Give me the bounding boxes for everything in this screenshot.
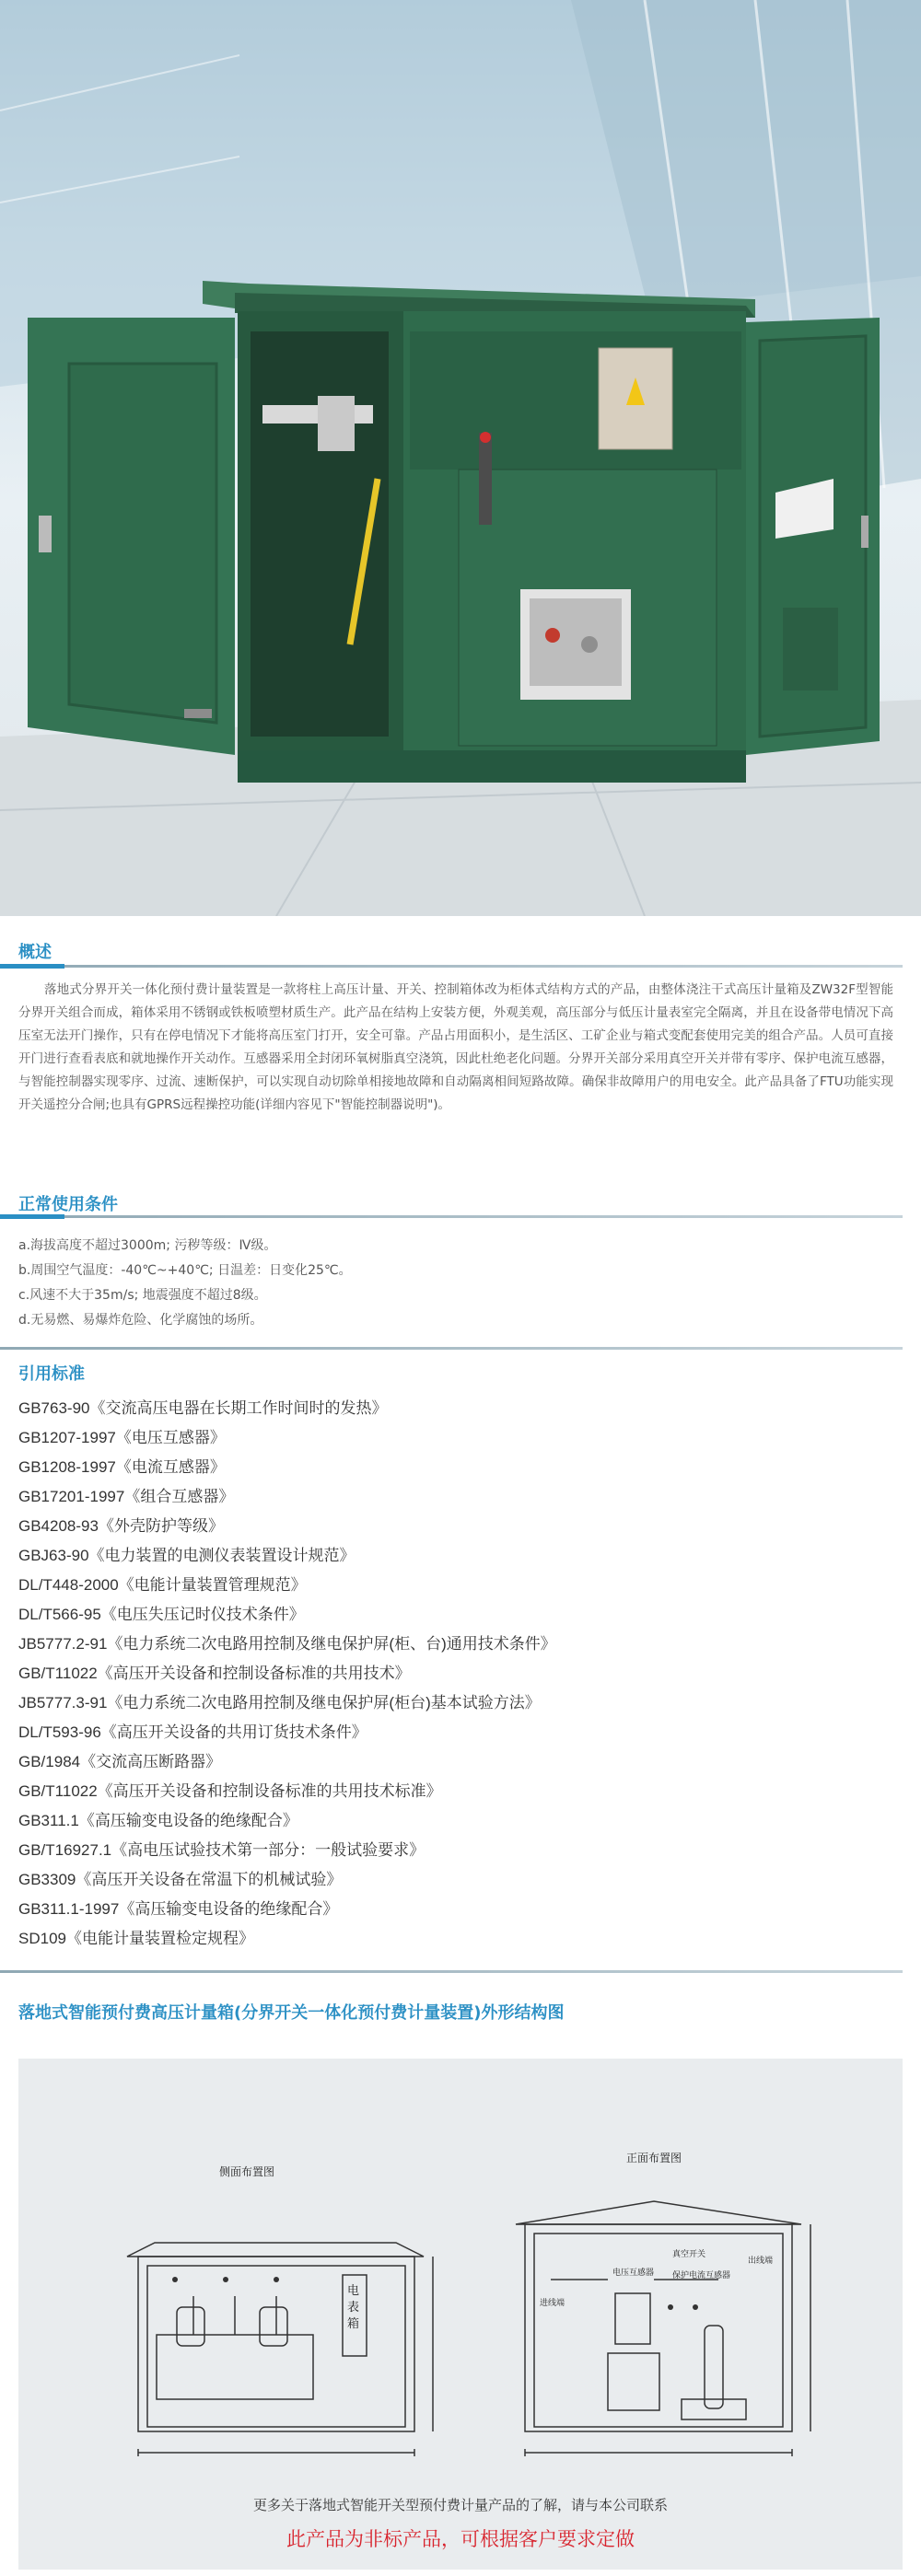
- standard-item: GB1207-1997《电压互感器》: [18, 1429, 226, 1446]
- standards-rule-bottom: [0, 1970, 903, 1973]
- standard-item: GB/T11022《高压开关设备和控制设备标准的共用技术》: [18, 1665, 411, 1682]
- standard-item: JB5777.3-91《电力系统二次电路用控制及继电保护屏(柜台)基本试验方法》: [18, 1694, 541, 1712]
- custom-note: 此产品为非标产品，可根据客户要求定做: [286, 2528, 635, 2550]
- diagram-tag: 保护电流互感器: [672, 2271, 731, 2280]
- diagram-tag: 真空开关: [672, 2250, 706, 2259]
- standard-item: DL/T593-96《高压开关设备的共用订货技术条件》: [18, 1723, 367, 1741]
- standard-item: GB311.1《高压输变电设备的绝缘配合》: [18, 1812, 298, 1829]
- overview-title: 概述: [18, 943, 52, 962]
- structure-diagram: [18, 2059, 903, 2570]
- diagram-tag: 电压互感器: [612, 2269, 655, 2278]
- contact-note: 更多关于落地式智能开关型预付费计量产品的了解，请与本公司联系: [252, 2497, 668, 2513]
- conditions-title: 正常使用条件: [18, 1195, 118, 1214]
- standard-item: GB3309《高压开关设备在常温下的机械试验》: [18, 1871, 343, 1888]
- standard-item: GB4208-93《外壳防护等级》: [18, 1517, 224, 1535]
- standard-item: SD109《电能计量装置检定规程》: [18, 1930, 254, 1947]
- standard-item: GB/T16927.1《高电压试验技术第一部分：一般试验要求》: [18, 1841, 426, 1859]
- standard-item: GB/T11022《高压开关设备和控制设备标准的共用技术标准》: [18, 1782, 442, 1800]
- cabinet-illustration: [0, 0, 921, 916]
- condition-item: a.海拔高度不超过3000m; 污秽等级：Ⅳ级。: [18, 1238, 277, 1253]
- conditions-rule: [0, 1215, 903, 1218]
- side-view-label: 侧面布置图: [219, 2165, 275, 2178]
- standard-item: DL/T566-95《电压失压记时仪技术条件》: [18, 1606, 305, 1623]
- meter-box-label: 电表箱: [347, 2284, 360, 2331]
- conditions-list: [18, 1234, 352, 1333]
- structure-drawing: [18, 2059, 903, 2570]
- overview-text: 落地式分界开关一体化预付费计量装置是一款将柱上高压计量、开关、控制箱体改为柜体式结构方式的产品，由整体浇注干式高压计量箱及ZW32F型智能分界开关组合而成，箱体采用不锈钢或铁板喷塑材质生产。此产品在结构上安装方便，外观美观，高压部分与低压计量表室完全隔离，并且在设备带电情况下高压室无法开门操作，只有在停电情况下才能将高压室门打开，安全可靠。产品占用面积小，是生活区、工矿企业与箱式变配套使用完美的组合产品。人员可直接开门进行查看表底和就地操作开关动作。互感器采用全封闭环氧树脂真空浇筑，因此杜绝老化问题。分界开关部分采用真空开关并带有零序、保护电流互感器，与智能控制器实现零序、过流、速断保护，可以实现自动切除单相接地故障和自动隔离相间短路故障。确保非故障用户的用电安全。此产品具备了FTU功能实现开关遥控分合闸;也具有GPRS远程操控功能(详细内容见下"智能控制器说明")。: [18, 982, 893, 1112]
- diagram-tag: 出线端: [748, 2257, 774, 2266]
- standard-item: JB5777.2-91《电力系统二次电路用控制及继电保护屏(柜、台)通用技术条件》: [18, 1635, 556, 1653]
- standards-list: [18, 1394, 556, 1954]
- standard-item: GB1208-1997《电流互感器》: [18, 1458, 226, 1476]
- overview-rule: [0, 965, 903, 968]
- standards-title: 引用标准: [18, 1364, 85, 1384]
- standard-item: DL/T448-2000《电能计量装置管理规范》: [18, 1576, 307, 1594]
- standard-item: GB763-90《交流高压电器在长期工作时间时的发热》: [18, 1399, 388, 1417]
- front-view-label: 正面布置图: [626, 2152, 682, 2164]
- condition-item: b.周围空气温度：-40℃~+40℃; 日温差：日变化25℃。: [18, 1263, 352, 1278]
- standard-item: GBJ63-90《电力装置的电测仪表装置设计规范》: [18, 1547, 356, 1564]
- condition-item: d.无易燃、易爆炸危险、化学腐蚀的场所。: [18, 1313, 263, 1328]
- standard-item: GB/1984《交流高压断路器》: [18, 1753, 222, 1770]
- standards-rule-top: [0, 1347, 903, 1350]
- condition-item: c.风速不大于35m/s; 地震强度不超过8级。: [18, 1288, 267, 1303]
- product-photo: [0, 0, 921, 916]
- standard-item: GB311.1-1997《高压输变电设备的绝缘配合》: [18, 1900, 339, 1918]
- diagram-tag: 进线端: [540, 2299, 565, 2308]
- standard-item: GB17201-1997《组合互感器》: [18, 1488, 235, 1505]
- structure-title: 落地式智能预付费高压计量箱(分界开关一体化预付费计量装置)外形结构图: [18, 2003, 565, 2023]
